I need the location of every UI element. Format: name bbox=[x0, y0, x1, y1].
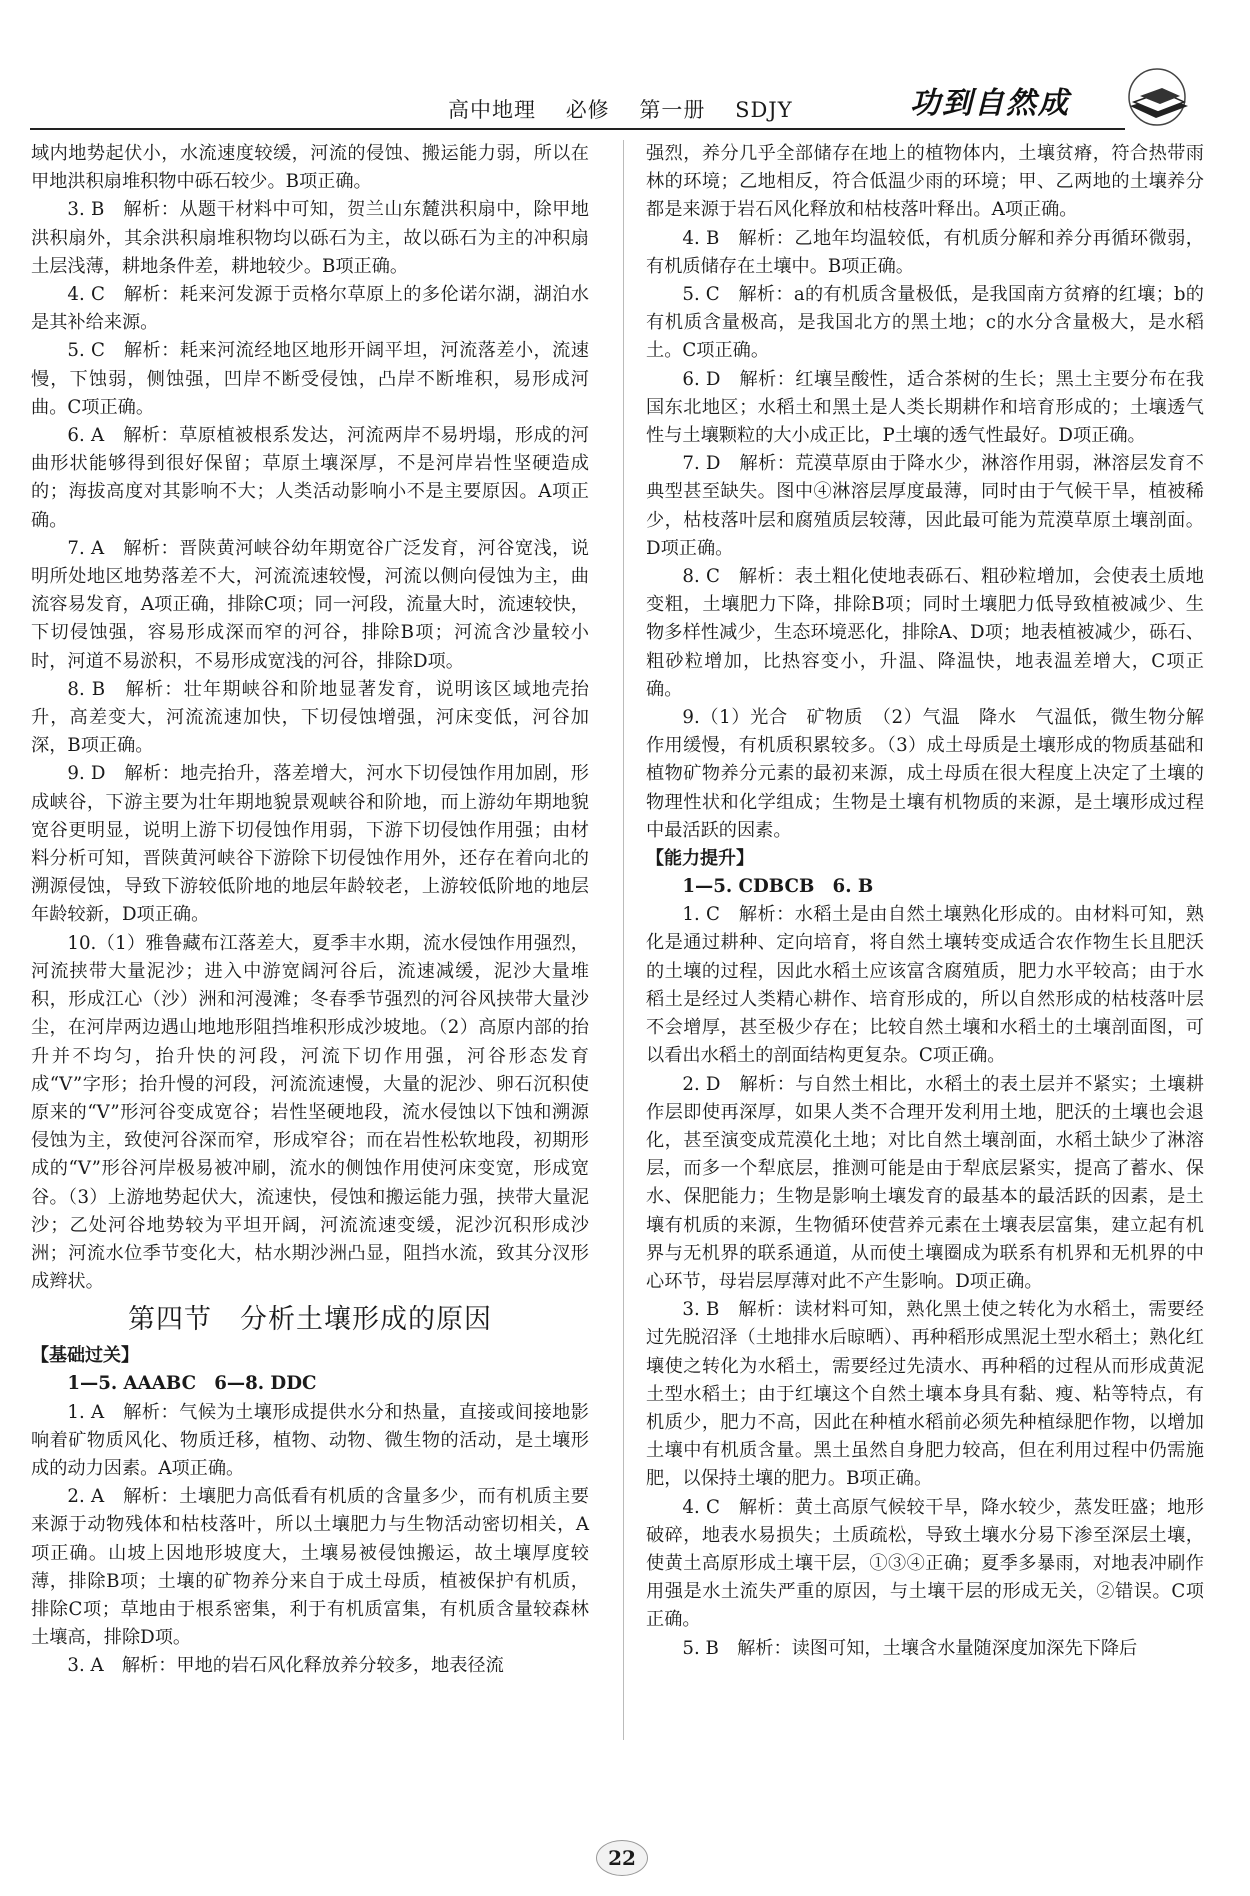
section-title: 第四节 分析土壤形成的原因 bbox=[128, 1304, 492, 1336]
header-edition: SDJY bbox=[735, 98, 793, 122]
paragraph: 4. C 解析：黄土高原气候较干旱，降水较少，蒸发旺盛；地形破碎，地表水易损失；土质疏松，导致土壤水分易下渗至深层土壤，使黄土高原形成土壤干层，①③④正确；夏季多暴雨，对地表冲刷作用强是水土流失严重的原因，与土壤干层的形成无关，②错误。C项正确。 bbox=[646, 1496, 1204, 1631]
header-rule bbox=[30, 128, 1125, 130]
paragraph: 5. B 解析：读图可知，土壤含水量随深度加深先下降后 bbox=[682, 1637, 1138, 1659]
sub-heading: 【基础过关】 bbox=[31, 1345, 139, 1367]
paragraph: 1. A 解析：气候为土壤形成提供水分和热量，直接或间接地影响着矿物质风化、物质迁移，植物、动物、微生物的活动，是土壤形成的动力因素。A项正确。 bbox=[31, 1401, 589, 1479]
paragraph: 强烈，养分几乎全部储存在地上的植物体内，土壤贫瘠，符合热带雨林的环境；乙地相反，符合低温少雨的环境；甲、乙两地的土壤养分都是来源于岩石风化释放和枯枝落叶释出。A项正确。 bbox=[646, 143, 1204, 221]
left-column bbox=[31, 140, 589, 1681]
right-column bbox=[646, 140, 1204, 1663]
paragraph: 3. B 解析：读材料可知，熟化黑土使之转化为水稻土，需要经过先脱沼泽（土地排水后晾晒）、再种稻形成黑泥土型水稻土；熟化红壤使之转化为水稻土，需要经过先渍水、再种稻的过程从而形成黄泥土型水稻土；由于红壤这个自然土壤本身具有黏、瘦、粘等特点，有机质少，肥力不高，因此在种植水稻前必须先种植绿肥作物，以增加土壤中有机质含量。黑土虽然自身肥力较高，但在利用过程中仍需施肥，以保持土壤的肥力。B项正确。 bbox=[646, 1299, 1204, 1490]
paragraph: 4. B 解析：乙地年均温较低，有机质分解和养分再循环微弱，有机质储存在土壤中。B项正确。 bbox=[646, 227, 1204, 277]
paragraph: 4. C 解析：耗来河发源于贡格尔草原上的多伦诺尔湖，湖泊水是其补给来源。 bbox=[31, 284, 589, 334]
paragraph: 8. B 解析：壮年期峡谷和阶地显著发育，说明该区域地壳抬升，高差变大，河流流速加快，下切侵蚀增强，河床变低，河谷加深，B项正确。 bbox=[31, 678, 589, 757]
paragraph: 3. A 解析：甲地的岩石风化释放养分较多，地表径流 bbox=[67, 1655, 504, 1677]
header-volume: 第一册 bbox=[639, 98, 706, 122]
header-subject: 高中地理 bbox=[448, 98, 536, 122]
paragraph: 9. D 解析：地壳抬升，落差增大，河水下切侵蚀作用加剧，形成峡谷，下游主要为壮年期地貌景观峡谷和阶地，而上游幼年期地貌宽谷更明显，说明上游下切侵蚀作用弱，下游下切侵蚀作用强；由材料分析可知，晋陕黄河峡谷下游除下切侵蚀作用外，还存在着向北的溯源侵蚀，导致下游较低阶地的地层年龄较老，上游较低阶地的地层年龄较新，D项正确。 bbox=[31, 763, 589, 926]
paragraph: 5. C 解析：耗来河流经地区地形开阔平坦，河流落差小，流速慢，下蚀弱，侧蚀强，凹岸不断受侵蚀，凸岸不断堆积，易形成河曲。C项正确。 bbox=[31, 340, 589, 418]
paragraph: 10.（1）雅鲁藏布江落差大，夏季丰水期，流水侵蚀作用强烈，河流挟带大量泥沙；进入中游宽阔河谷后，流速减缓，泥沙大量堆积，形成江心（沙）洲和河漫滩；冬春季节强烈的河谷风挟带大量沙尘，在河岸两边遇山地地形阻挡堆积形成沙坡地。（2）高原内部的抬升并不均匀，抬升快的河段，河流下切作用强，河谷形态发育成“V”字形；抬升慢的河段，河流流速慢，大量的泥沙、卵石沉积使原来的“V”形河谷变成宽谷；岩性坚硬地段，流水侵蚀以下蚀和溯源侵蚀为主，致使河谷深而窄，形成窄谷；而在岩性松软地段，初期形成的“V”形谷河岸极易被冲刷，流水的侧蚀作用使河床变宽，形成宽谷。（3）上游地势起伏大，流速快，侵蚀和搬运能力强，挟带大量泥沙；乙处河谷地势较为平坦开阔，河流流速变缓，泥沙沉积形成沙洲；河流水位季节变化大，枯水期沙洲凸显，阻挡水流，致其分汊形成辫状。 bbox=[31, 932, 589, 1293]
paragraph: 7. D 解析：荒漠草原由于降水少，淋溶作用弱，淋溶层发育不典型甚至缺失。图中④淋溶层厚度最薄，同时由于气候干旱，植被稀少，枯枝落叶层和腐殖质层较薄，因此最可能为荒漠草原土壤剖面。D项正确。 bbox=[646, 453, 1204, 559]
paragraph: 8. C 解析：表土粗化使地表砾石、粗砂粒增加，会使表土质地变粗，土壤肥力下降，排除B项；同时土壤肥力低导致植被减少、生物多样性减少，生态环境恶化，排除A、D项；地表植被减少，砾石、粗砂粒增加，比热容变小，升温、降温快，地表温差增大，C项正确。 bbox=[646, 566, 1204, 700]
column-divider bbox=[623, 140, 624, 1740]
paragraph: 3. B 解析：从题干材料中可知，贺兰山东麓洪积扇中，除甲地洪积扇外，其余洪积扇堆积物均以砾石为主，故以砾石为主的冲积扇土层浅薄，耕地条件差，耕地较少。B项正确。 bbox=[31, 199, 589, 277]
header-meta bbox=[448, 94, 815, 124]
sub-heading: 【能力提升】 bbox=[646, 848, 754, 870]
paragraph: 7. A 解析：晋陕黄河峡谷幼年期宽谷广泛发育，河谷宽浅，说明所处地区地势落差不大，河流流速较慢，河流以侧向侵蚀为主，曲流容易发育，A项正确，排除C项；同一河段，流量大时，流速较快，下切侵蚀强，容易形成深而窄的河谷，排除B项；河流含沙量较小时，河道不易淤积，不易形成宽浅的河谷，排除D项。 bbox=[31, 537, 589, 672]
paragraph: 2. A 解析：土壤肥力高低看有机质的含量多少，而有机质主要来源于动物残体和枯枝落叶，所以土壤肥力与生物活动密切相关，A项正确。山坡上因地形坡度大，土壤易被侵蚀搬运，故土壤厚度较薄，排除B项；土壤的矿物养分来自于成土母质，植被保护有机质，排除C项；草地由于根系密集，利于有机质富集，有机质含量较森林土壤高，排除D项。 bbox=[31, 1486, 589, 1649]
answer-key-line: 1—5. AAABC 6—8. DDC bbox=[67, 1373, 317, 1395]
paragraph: 1. C 解析：水稻土是由自然土壤熟化形成的。由材料可知，熟化是通过耕种、定向培育，将自然土壤转变成适合农作物生长且肥沃的土壤的过程，因此水稻土应该富含腐殖质，肥力水平较高；由于水稻土是经过人类精心耕作、培育形成的，所以自然形成的枯枝落叶层不会增厚，甚至极少存在；比较自然土壤和水稻土的土壤剖面图，可以看出水稻土的剖面结构更复杂。C项正确。 bbox=[646, 904, 1204, 1067]
paragraph: 9.（1）光合 矿物质 （2）气温 降水 气温低，微生物分解作用缓慢，有机质积累较多。（3）成土母质是土壤形成的物质基础和植物矿物养分元素的最初来源，成土母质在很大程度上决定了土壤的物理性状和化学组成；生物是土壤有机物质的来源，是土壤形成过程中最活跃的因素。 bbox=[646, 707, 1204, 841]
paragraph: 6. A 解析：草原植被根系发达，河流两岸不易坍塌，形成的河曲形状能够得到很好保留；草原土壤深厚，不是河岸岩性坚硬造成的；海拔高度对其影响不大；人类活动影响小不是主要原因。A项正确。 bbox=[31, 425, 589, 531]
book-icon bbox=[1122, 62, 1192, 136]
paragraph: 6. D 解析：红壤呈酸性，适合茶树的生长；黑土主要分布在我国东北地区；水稻土和黑土是人类长期耕作和培育形成的；土壤透气性与土壤颗粒的大小成正比，P土壤的透气性最好。D项正确。 bbox=[646, 368, 1204, 447]
paragraph: 域内地势起伏小，水流速度较缓，河流的侵蚀、搬运能力弱，所以在甲地洪积扇堆积物中砾石较少。B项正确。 bbox=[31, 143, 589, 193]
header-type: 必修 bbox=[565, 98, 610, 122]
page-header bbox=[30, 86, 1220, 126]
brand-logo-text: 功到自然成 bbox=[910, 86, 1070, 121]
paragraph: 5. C 解析：a的有机质含量极低，是我国南方贫瘠的红壤；b的有机质含量极高，是我国北方的黑土地；c的水分含量极大，是水稻土。C项正确。 bbox=[646, 284, 1204, 362]
answer-key-line: 1—5. CDBCB 6. B bbox=[682, 876, 874, 898]
page-number: 22 bbox=[596, 1840, 648, 1876]
paragraph: 2. D 解析：与自然土相比，水稻土的表土层并不紧实；土壤耕作层即使再深厚，如果人类不合理开发利用土地，肥沃的土壤也会退化，甚至演变成荒漠化土地；对比自然土壤剖面，水稻土缺少了淋溶层，而多一个犁底层，推测可能是由于犁底层紧实，提高了蓄水、保水、保肥能力；生物是影响土壤发育的最基本的最活跃的因素，是土壤有机质的来源，生物循环使营养元素在土壤表层富集，建立起有机界与无机界的联系通道，从而使土壤圈成为联系有机界和无机界的中心环节，母岩层厚薄对此不产生影响。D项正确。 bbox=[646, 1073, 1204, 1292]
